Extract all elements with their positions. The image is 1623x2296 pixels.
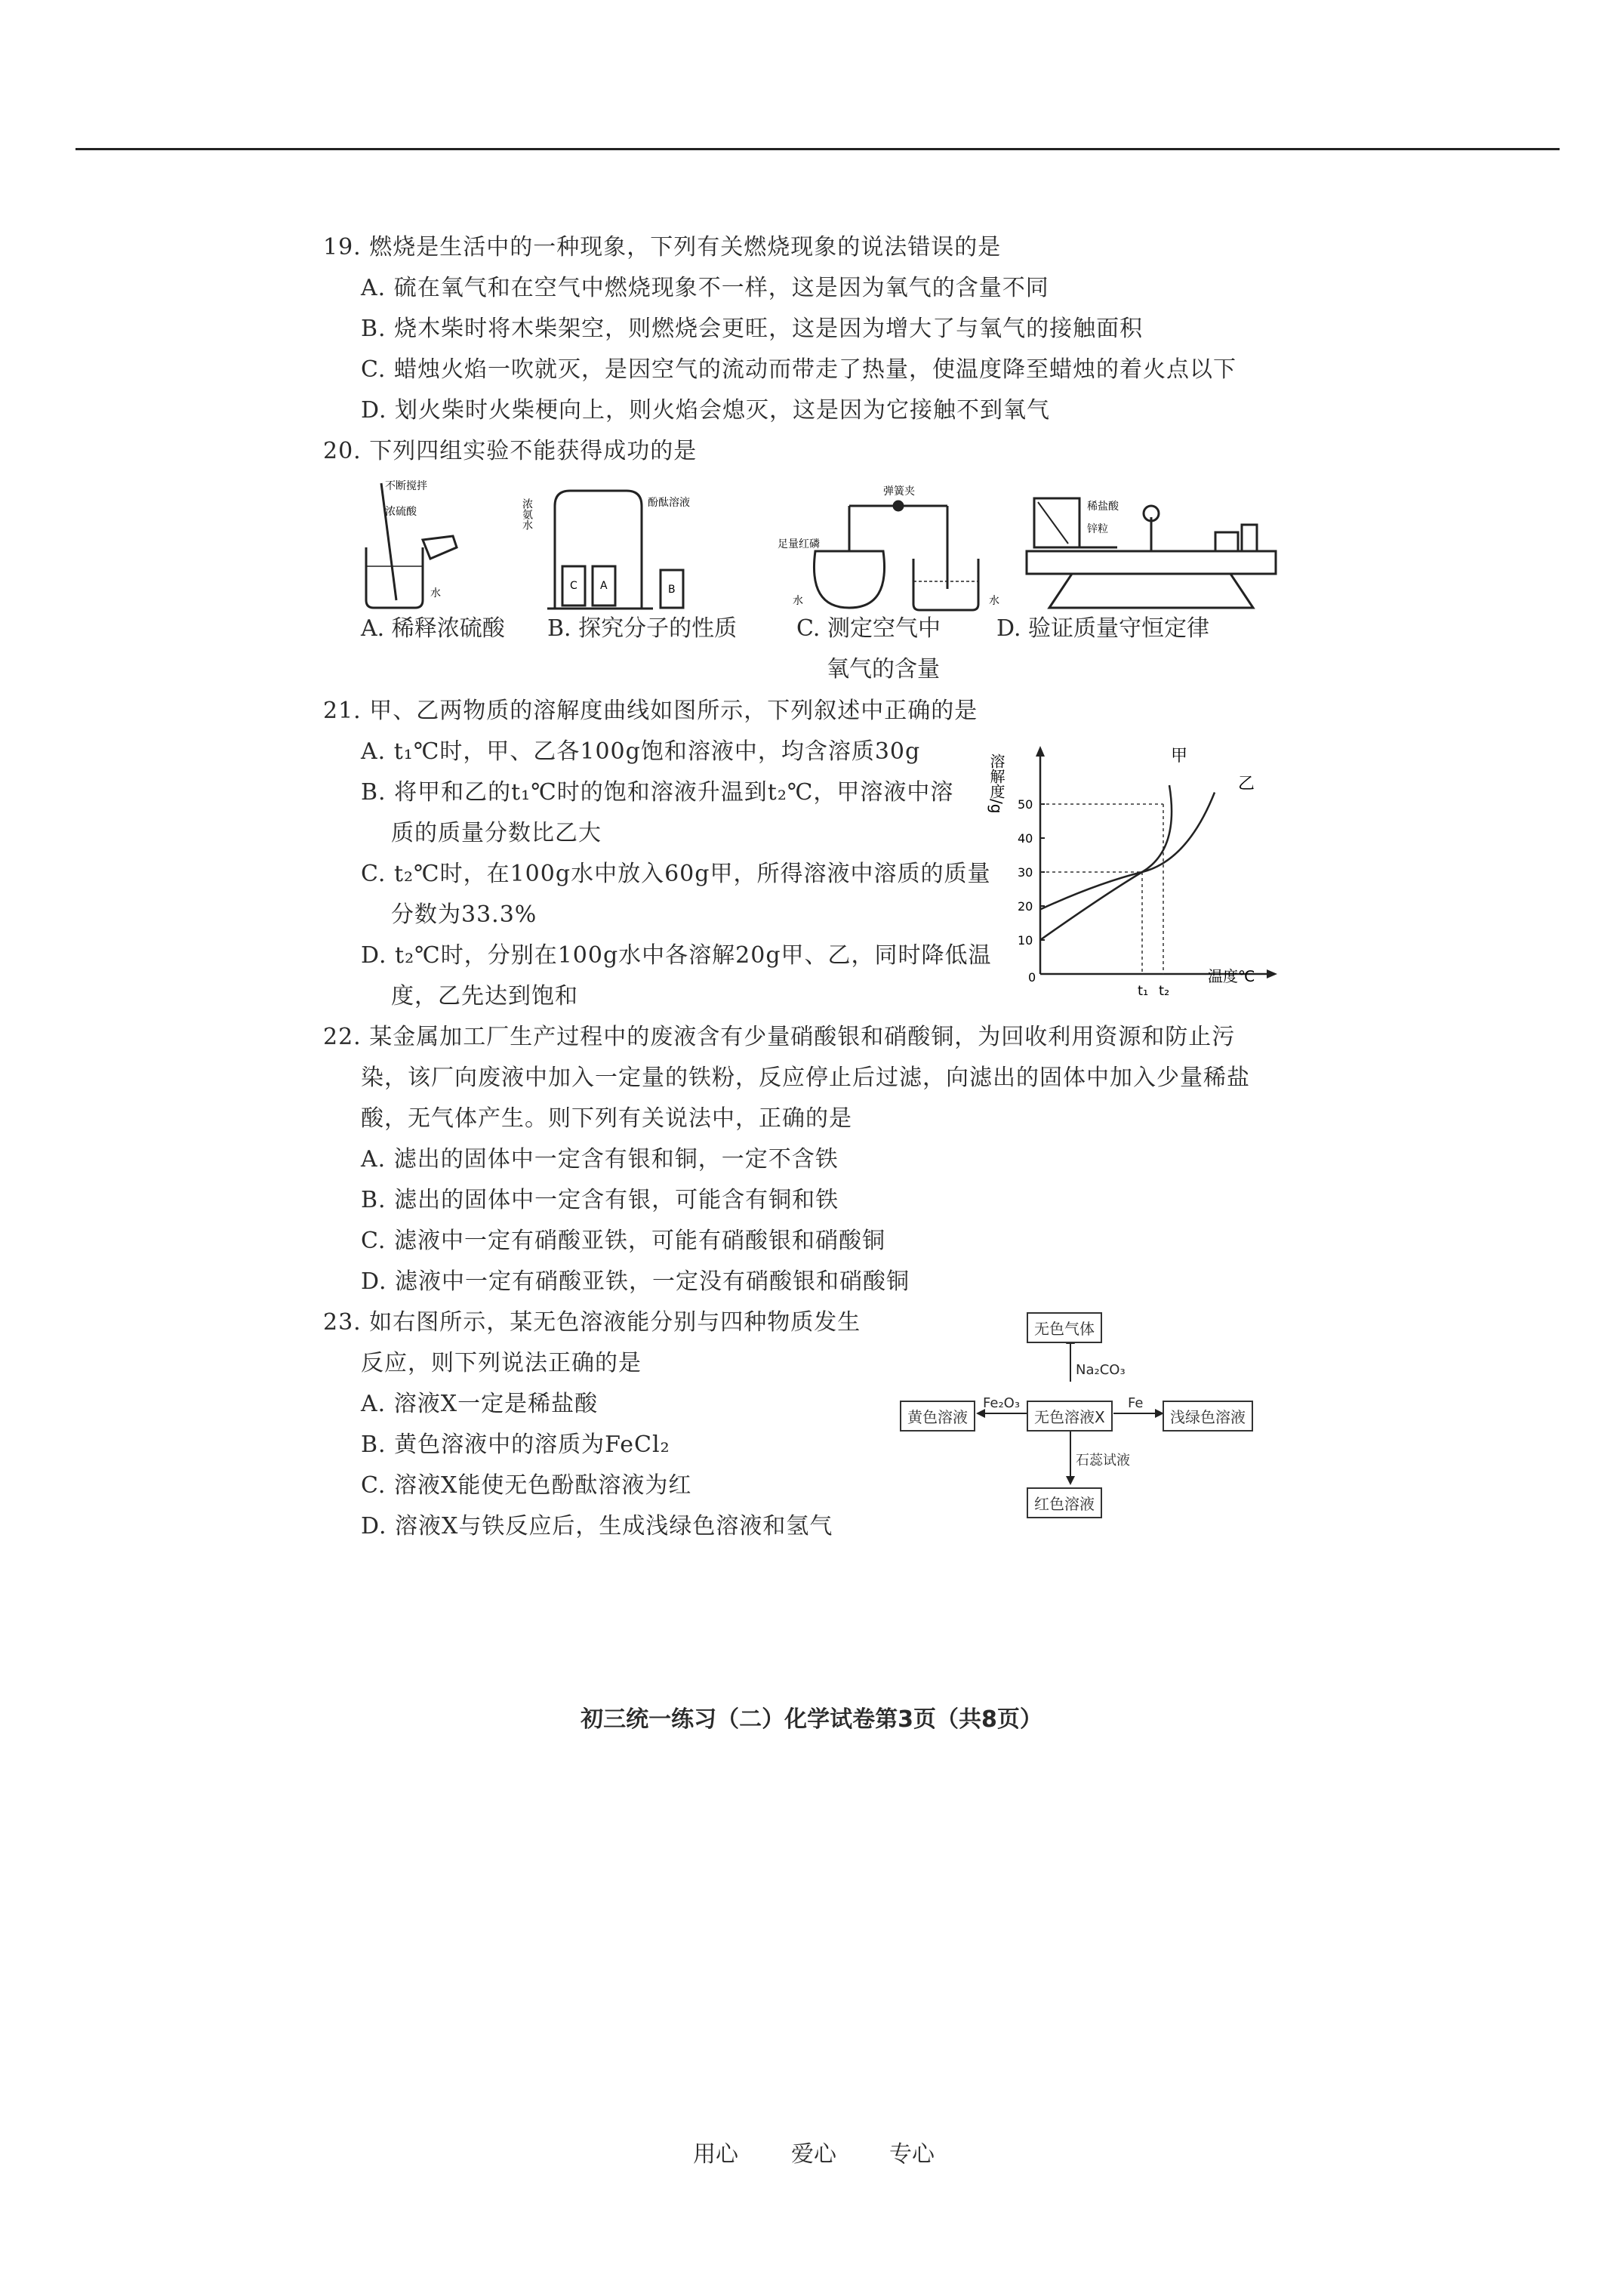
q20-figures — [355, 476, 1291, 612]
flow-right-reagent: Fe — [1128, 1395, 1144, 1411]
q19-option-c: C. 蜡烛火焰一吹就灭，是因空气的流动而带走了热量，使温度降至蜡烛的着火点以下 — [361, 356, 1236, 383]
q20-stem: 20. 下列四组实验不能获得成功的是 — [323, 438, 698, 464]
flow-right-box: 浅绿色溶液 — [1163, 1401, 1253, 1432]
fig-c-clamp-label: 弹簧夹 — [883, 485, 915, 498]
y-axis-arrow-icon — [1036, 746, 1045, 757]
x-axis-label: 温度℃ — [1208, 967, 1255, 985]
page-footer: 初三统一练习（二）化学试卷第3页（共8页） — [581, 1706, 1042, 1733]
series-line-jia — [1040, 785, 1172, 940]
x-axis-arrow-icon — [1267, 969, 1277, 978]
q22-stem-3: 酸，无气体产生。则下列有关说法中，正确的是 — [361, 1105, 852, 1132]
q19-option-b: B. 烧木柴时将木柴架空，则燃烧会更旺，这是因为增大了与氧气的接触面积 — [361, 316, 1144, 342]
series-line-yi — [1040, 793, 1215, 910]
q21-option-d-cont: 度，乙先达到饱和 — [391, 983, 578, 1009]
y-tick-label: 20 — [1018, 899, 1033, 914]
y-tick-label: 40 — [1018, 831, 1033, 846]
y-axis-label: 溶解度/g — [987, 754, 1006, 814]
fig-d-zinc-label: 锌粒 — [1087, 523, 1108, 535]
q21-option-d: D. t₂℃时，分别在100g水中各溶解20g甲、乙，同时降低温 — [361, 942, 992, 969]
fig-a-acid-label: 浓硫酸 — [385, 506, 417, 518]
fig-b-c-label: C — [570, 580, 577, 592]
figure-c-oxygen — [814, 501, 978, 610]
y-tick-label: 30 — [1018, 865, 1033, 880]
q22-stem-2: 染，该厂向废液中加入一定量的铁粉，反应停止后过滤，向滤出的固体中加入少量稀盐 — [361, 1065, 1250, 1091]
q22-stem-1: 22. 某金属加工厂生产过程中的废液含有少量硝酸银和硝酸铜，为回收利用资源和防止污 — [323, 1024, 1236, 1050]
q20-caption-b: B. 探究分子的性质 — [547, 615, 738, 642]
x-tick-label: t₁ — [1138, 983, 1149, 997]
flow-bottom-reagent: 石蕊试液 — [1076, 1453, 1130, 1469]
q19-option-a: A. 硫在氧气和在空气中燃烧现象不一样，这是因为氧气的含量不同 — [361, 275, 1049, 301]
solubility-chart — [981, 740, 1283, 997]
fig-a-water-label: 水 — [430, 587, 441, 599]
fig-d-acid-label: 稀盐酸 — [1087, 501, 1119, 513]
q21-option-c: C. t₂℃时，在100g水中放入60g甲，所得溶液中溶质的质量 — [361, 861, 991, 887]
q23-option-b: B. 黄色溶液中的溶质为FeCl₂ — [361, 1432, 670, 1458]
q22-option-d: D. 滤液中一定有硝酸亚铁，一定没有硝酸银和硝酸铜 — [361, 1268, 910, 1295]
fig-b-phenol-label: 酚酞溶液 — [648, 497, 690, 509]
q23-option-d: D. 溶液X与铁反应后，生成浅绿色溶液和氢气 — [361, 1513, 833, 1539]
q20-caption-c2: 氧气的含量 — [827, 656, 940, 683]
q23-option-c: C. 溶液X能使无色酚酞溶液为红 — [361, 1472, 692, 1499]
fig-c-water-left-label: 水 — [793, 595, 803, 607]
q20-caption-d: D. 验证质量守恒定律 — [996, 615, 1210, 642]
fig-c-phosphorus-label: 足量红磷 — [778, 538, 820, 550]
q22-option-c: C. 滤液中一定有硝酸亚铁，可能有硝酸银和硝酸铜 — [361, 1228, 885, 1254]
origin-label: 0 — [1028, 970, 1036, 985]
q20-caption-c: C. 测定空气中 — [796, 615, 941, 642]
figure-d-balance — [1027, 498, 1276, 608]
fig-b-ammonia-label: 浓氨水 — [521, 498, 533, 530]
fig-c-water-right-label: 水 — [989, 595, 999, 607]
fig-b-a-label: A — [600, 580, 608, 592]
arrow-down-icon — [1066, 1476, 1075, 1485]
flow-center-box: 无色溶液X — [1027, 1401, 1113, 1432]
q21-option-a: A. t₁℃时，甲、乙各100g饱和溶液中，均含溶质30g — [361, 738, 921, 765]
header-rule — [75, 148, 1560, 150]
q21-stem: 21. 甲、乙两物质的溶解度曲线如图所示，下列叙述中正确的是 — [323, 698, 978, 724]
q21-option-c-cont: 分数为33.3% — [391, 901, 537, 928]
y-tick-label: 10 — [1018, 933, 1033, 948]
q19-option-d: D. 划火柴时火柴梗向上，则火焰会熄灭，这是因为它接触不到氧气 — [361, 397, 1051, 424]
motto-2: 爱心 — [791, 2141, 836, 2168]
flow-top-box: 无色气体 — [1027, 1312, 1102, 1343]
motto-3: 专心 — [889, 2141, 935, 2168]
q23-stem-1: 23. 如右图所示，某无色溶液能分别与四种物质发生 — [323, 1309, 861, 1336]
flow-left-reagent: Fe₂O₃ — [983, 1395, 1021, 1411]
q19-stem: 19. 燃烧是生活中的一种现象，下列有关燃烧现象的说法错误的是 — [323, 234, 1002, 260]
x-tick-label: t₂ — [1159, 983, 1170, 997]
flow-bottom-box: 红色溶液 — [1027, 1487, 1102, 1518]
flow-top-reagent: Na₂CO₃ — [1076, 1362, 1126, 1378]
y-tick-label: 50 — [1018, 797, 1033, 812]
q23-stem-2: 反应，则下列说法正确的是 — [361, 1350, 642, 1376]
flow-left-box: 黄色溶液 — [900, 1401, 975, 1432]
series-label: 甲 — [1171, 747, 1188, 766]
figure-a-dilution — [366, 483, 457, 608]
fig-a-stir-label: 不断搅拌 — [385, 480, 427, 492]
q20-caption-a: A. 稀释浓硫酸 — [361, 615, 505, 642]
series-label: 乙 — [1238, 775, 1255, 794]
q23-option-a: A. 溶液X一定是稀盐酸 — [361, 1391, 599, 1417]
q22-option-a: A. 滤出的固体中一定含有银和铜，一定不含铁 — [361, 1146, 839, 1173]
q21-option-b-cont: 质的质量分数比乙大 — [391, 820, 602, 846]
q22-option-b: B. 滤出的固体中一定含有银，可能含有铜和铁 — [361, 1187, 839, 1213]
fig-b-b-label: B — [668, 584, 676, 596]
q21-option-b: B. 将甲和乙的t₁℃时的饱和溶液升温到t₂℃，甲溶液中溶 — [361, 779, 954, 806]
motto-1: 用心 — [693, 2141, 738, 2168]
